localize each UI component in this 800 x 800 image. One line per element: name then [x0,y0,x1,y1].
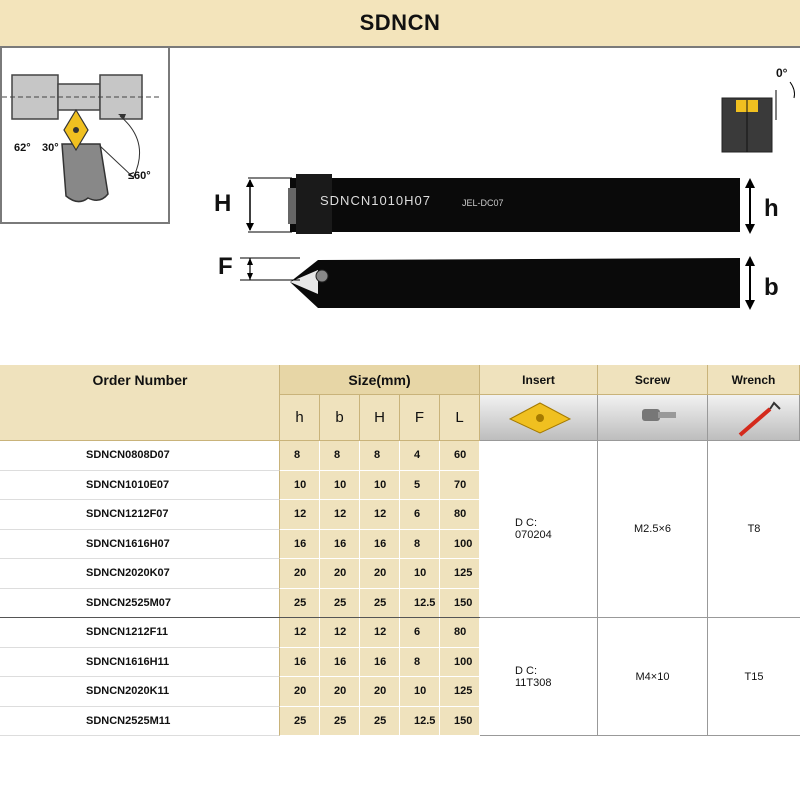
size-cell-h: 12 [280,500,320,530]
shank-brand: JEL-DC07 [462,198,504,208]
size-cell-L: 100 [440,530,480,560]
size-cell-b: 16 [320,530,360,560]
wrench-header: Wrench [708,365,800,395]
size-header: Size(mm) [280,365,480,395]
size-cell-L: 80 [440,500,480,530]
size-cell-L: 60 [440,441,480,471]
size-cell-L: 150 [440,707,480,737]
order-number-cell: SDNCN0808D07 [0,441,280,471]
size-cell-H: 16 [360,530,400,560]
shank-marking: SDNCN1010H07 [320,193,431,208]
size-cell-h: 8 [280,441,320,471]
size-cell-F: 4 [400,441,440,471]
screw-icon [642,409,676,421]
order-number-cell: SDNCN1212F11 [0,618,280,648]
size-cell-h: 20 [280,559,320,589]
tool-holder-drawing [200,60,800,320]
size-cell-H: 8 [360,441,400,471]
spec-table [0,365,800,738]
screw-cell: M2.5×6 [598,441,708,618]
dimension-H-label: H [214,190,232,217]
size-cell-F: 8 [400,530,440,560]
size-cell-b: 25 [320,589,360,619]
screw-header: Screw [598,365,708,395]
size-cell-H: 20 [360,677,400,707]
size-cell-F: 5 [400,471,440,501]
order-number-cell: SDNCN1010E07 [0,471,280,501]
header-icons [0,365,800,445]
angle-60-label: ≤60° [128,170,151,182]
size-col-header-h: h [280,395,320,441]
size-cell-F: 12.5 [400,707,440,737]
size-cell-L: 125 [440,559,480,589]
size-cell-H: 25 [360,707,400,737]
order-number-header: Order Number [92,372,188,388]
order-number-cell: SDNCN1616H07 [0,530,280,560]
size-cell-F: 10 [400,559,440,589]
wrench-cell: T15 [708,618,800,736]
size-cell-H: 12 [360,618,400,648]
size-cell-H: 12 [360,500,400,530]
insert-header: Insert [480,365,598,395]
size-cell-b: 20 [320,559,360,589]
dimension-F-label: F [218,253,233,280]
size-cell-L: 80 [440,618,480,648]
size-cell-L: 125 [440,677,480,707]
dimension-h-label: h [764,195,779,222]
size-cell-F: 6 [400,500,440,530]
size-cell-h: 10 [280,471,320,501]
size-col-header-H: H [360,395,400,441]
size-cell-F: 8 [400,648,440,678]
wrench-icon [740,403,780,435]
order-number-cell: SDNCN1212F07 [0,500,280,530]
size-cell-b: 12 [320,618,360,648]
size-col-header-b: b [320,395,360,441]
schematic-title: SDNCN [0,0,800,48]
wrench-cell: T8 [708,441,800,618]
size-cell-H: 25 [360,589,400,619]
size-cell-h: 25 [280,707,320,737]
size-cell-h: 25 [280,589,320,619]
size-cell-b: 12 [320,500,360,530]
size-col-header-F: F [400,395,440,441]
size-cell-H: 20 [360,559,400,589]
size-cell-F: 6 [400,618,440,648]
size-cell-b: 25 [320,707,360,737]
size-cell-L: 150 [440,589,480,619]
size-cell-F: 12.5 [400,589,440,619]
angle-30-label: 30° [42,142,59,154]
size-cell-h: 16 [280,648,320,678]
order-number-cell: SDNCN2020K11 [0,677,280,707]
size-cell-h: 20 [280,677,320,707]
size-cell-b: 8 [320,441,360,471]
size-cell-h: 12 [280,618,320,648]
insert-cell: D C: 070204 [480,441,598,618]
size-cell-F: 10 [400,677,440,707]
order-number-cell: SDNCN2525M07 [0,589,280,619]
insert-icon [510,403,570,433]
size-cell-b: 20 [320,677,360,707]
size-cell-b: 10 [320,471,360,501]
insert-cell: D C: 11T308 [480,618,598,736]
order-number-cell: SDNCN2525M11 [0,707,280,737]
dimension-b-label: b [764,274,779,301]
size-cell-L: 70 [440,471,480,501]
order-number-cell: SDNCN2020K07 [0,559,280,589]
angle-zero-label: 0° [776,66,788,80]
size-cell-h: 16 [280,530,320,560]
size-cell-H: 10 [360,471,400,501]
size-cell-b: 16 [320,648,360,678]
size-cell-L: 100 [440,648,480,678]
screw-cell: M4×10 [598,618,708,736]
holder-schematic-drawing [0,46,166,220]
order-number-cell: SDNCN1616H11 [0,648,280,678]
size-col-header-L: L [440,395,480,441]
angle-62-label: 62° [14,142,31,154]
size-cell-H: 16 [360,648,400,678]
